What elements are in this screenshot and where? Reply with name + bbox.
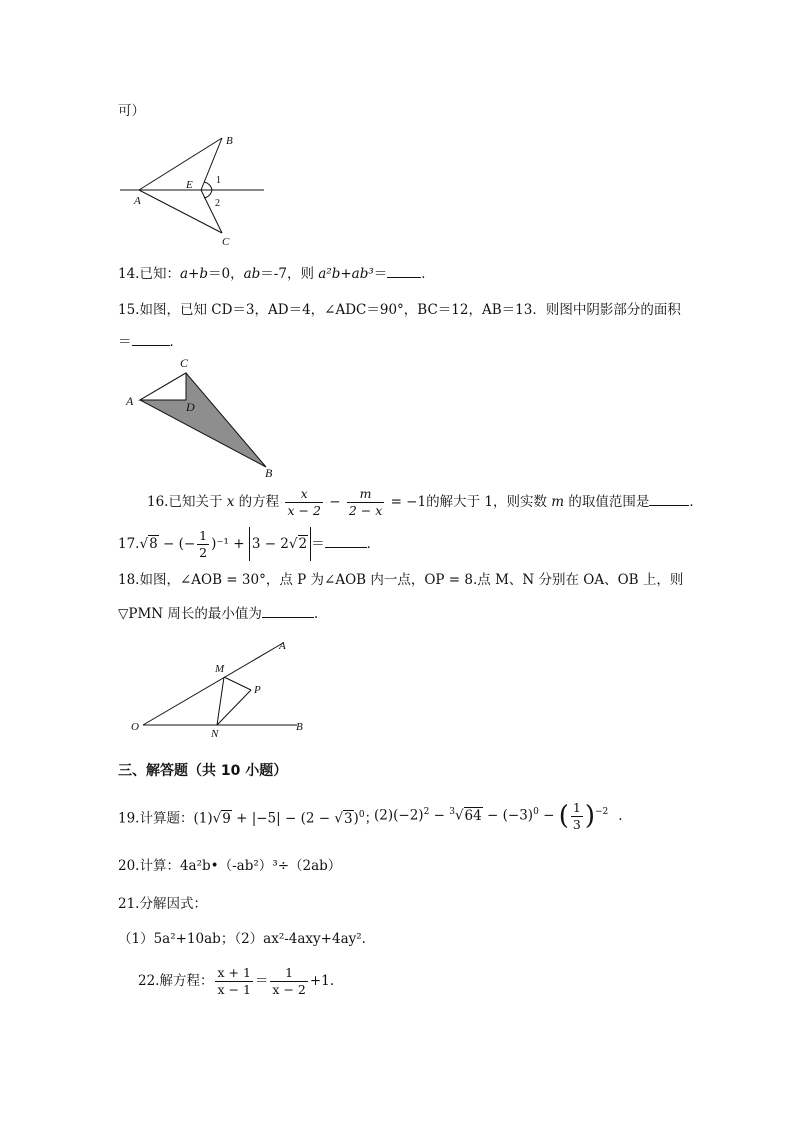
label-a: A — [126, 394, 134, 408]
label-b: B — [296, 721, 303, 733]
figure-shaded-triangle — [122, 355, 278, 480]
question-20: 20.计算：4a²b•（-ab²）³÷（2ab） — [118, 858, 342, 874]
label-d: D — [186, 400, 195, 414]
question-19: 19.计算题：$(1)√9 + |-5| - (2 - √3)^0$； — [118, 810, 379, 827]
label-b: B — [265, 466, 273, 480]
label-a: A — [134, 195, 141, 207]
label-o: O — [131, 721, 139, 733]
answer-blank — [132, 331, 170, 346]
label-a: A — [279, 640, 286, 652]
question-22: 22.解方程： $\frac{x + 1}{x - 1}$ ＝ $\frac{1}{x - 2}$ +1. — [138, 965, 335, 997]
question-21-title: 21.分解因式： — [118, 896, 207, 912]
label-c: C — [180, 356, 189, 370]
section-heading: 三、解答题（共 10 小题） — [118, 763, 288, 779]
label-m: M — [215, 663, 225, 675]
label-p: P — [254, 684, 261, 696]
figure-angle-aob — [125, 635, 315, 740]
label-b: B — [226, 135, 233, 147]
question-18-line2: ▽PMN 周长的最小值为 . — [118, 603, 318, 624]
question-continuation: 可） — [118, 103, 145, 119]
label-angle-1: 1 — [216, 175, 221, 186]
label-c: C — [222, 236, 230, 248]
question-21-body: （1）5a²+10ab；（2）ax²-4axy+4ay². — [118, 931, 366, 947]
question-14: 14.已知：a+b＝0，ab＝-7，则 a²b+ab³＝ ． — [118, 263, 435, 284]
answer-blank — [262, 603, 314, 618]
question-15-line2: ＝ ． — [118, 331, 183, 352]
label-angle-2: 2 — [215, 198, 220, 209]
label-n: N — [211, 728, 219, 740]
answer-blank — [649, 491, 689, 506]
question-17: 17.√8 − (− $\frac{1}{2}$ )⁻¹ + 3 − 2√2 ＝ ． — [118, 528, 381, 560]
answer-blank — [387, 263, 421, 278]
question-15-line1: 15.如图，已知 CD＝3，AD＝4，∠ADC＝90°，BC＝12，AB＝13．则图中阴影部分的面积 — [118, 302, 681, 318]
figure-angle-bisector — [112, 130, 272, 250]
label-e: E — [186, 179, 193, 191]
answer-blank — [325, 533, 367, 548]
question-16: 16.已知关于 x 的方程 $\frac{x}{x - 2}$ − $\frac{m}{2 - x}$ = −1的解大于 1，则实数 m 的取值范围是 ． — [147, 486, 703, 518]
question-18-line1: 18.如图，∠AOB = 30°，点 P 为∠AOB 内一点，OP = 8.点 M、N 分别在 OA、OB 上，则 — [118, 572, 684, 588]
question-19-part2: $(2)(-2)^2 - ^3√64 - (-3)^0$ − ( $\frac{1}{3}$ )$^{-2}$ . — [374, 799, 623, 832]
